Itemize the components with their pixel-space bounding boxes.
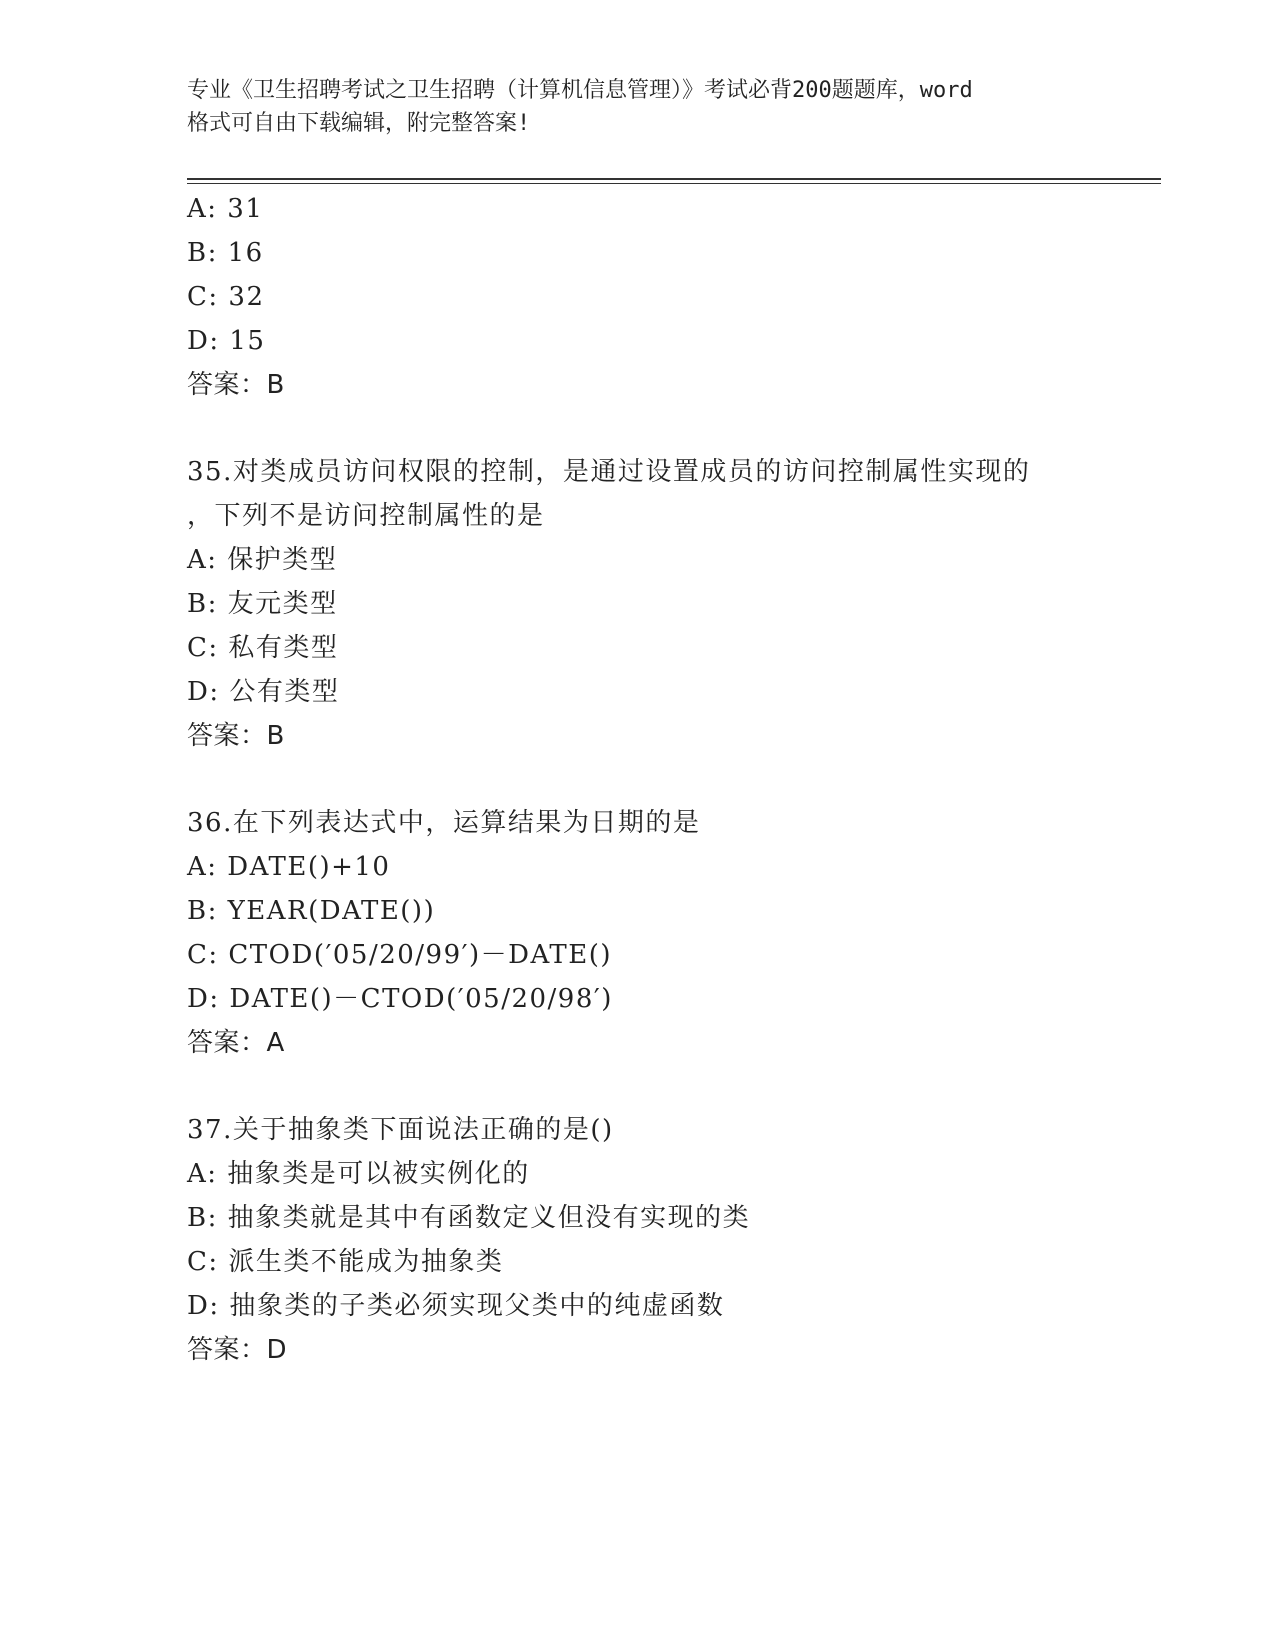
q34-answer: 答案：B bbox=[187, 370, 285, 400]
document-header bbox=[187, 74, 1107, 140]
q35-stem-line-2: ，下列不是访问控制属性的是 bbox=[187, 501, 545, 531]
header-line-2: 格式可自由下载编辑，附完整答案! bbox=[187, 111, 531, 136]
q35-option-a: A: 保护类型 bbox=[187, 545, 338, 575]
header-divider-thick bbox=[187, 178, 1161, 180]
q35-option-c: C: 私有类型 bbox=[187, 633, 339, 663]
q35-option-d: D: 公有类型 bbox=[187, 677, 340, 707]
q36-option-a: A: DATE()+10 bbox=[187, 852, 391, 882]
q36-answer: 答案：A bbox=[187, 1028, 285, 1058]
q36-stem: 36.在下列表达式中，运算结果为日期的是 bbox=[187, 808, 701, 838]
q34-option-d: D: 15 bbox=[187, 326, 266, 356]
q37-option-d: D: 抽象类的子类必须实现父类中的纯虚函数 bbox=[187, 1291, 725, 1321]
q36-option-d: D: DATE()－CTOD(′05/20/98′) bbox=[187, 984, 613, 1014]
q35-option-b: B: 友元类型 bbox=[187, 589, 338, 619]
q37-option-c: C: 派生类不能成为抽象类 bbox=[187, 1247, 504, 1277]
q34-option-b: B: 16 bbox=[187, 238, 264, 268]
header-line-1: 专业《卫生招聘考试之卫生招聘（计算机信息管理）》考试必背200题题库，word bbox=[187, 78, 973, 103]
q37-option-a: A: 抽象类是可以被实例化的 bbox=[187, 1159, 530, 1189]
q35-stem-line-1: 35.对类成员访问权限的控制，是通过设置成员的访问控制属性实现的 bbox=[187, 457, 1031, 487]
q37-answer: 答案：D bbox=[187, 1335, 288, 1365]
q35-answer: 答案：B bbox=[187, 721, 285, 751]
header-divider-thin bbox=[187, 183, 1161, 184]
q37-option-b: B: 抽象类就是其中有函数定义但没有实现的类 bbox=[187, 1203, 751, 1233]
q36-option-b: B: YEAR(DATE()) bbox=[187, 896, 436, 926]
q34-option-a: A: 31 bbox=[187, 194, 264, 224]
q37-stem: 37.关于抽象类下面说法正确的是() bbox=[187, 1115, 614, 1145]
q34-option-c: C: 32 bbox=[187, 282, 265, 312]
q36-option-c: C: CTOD(′05/20/99′)－DATE() bbox=[187, 940, 612, 970]
